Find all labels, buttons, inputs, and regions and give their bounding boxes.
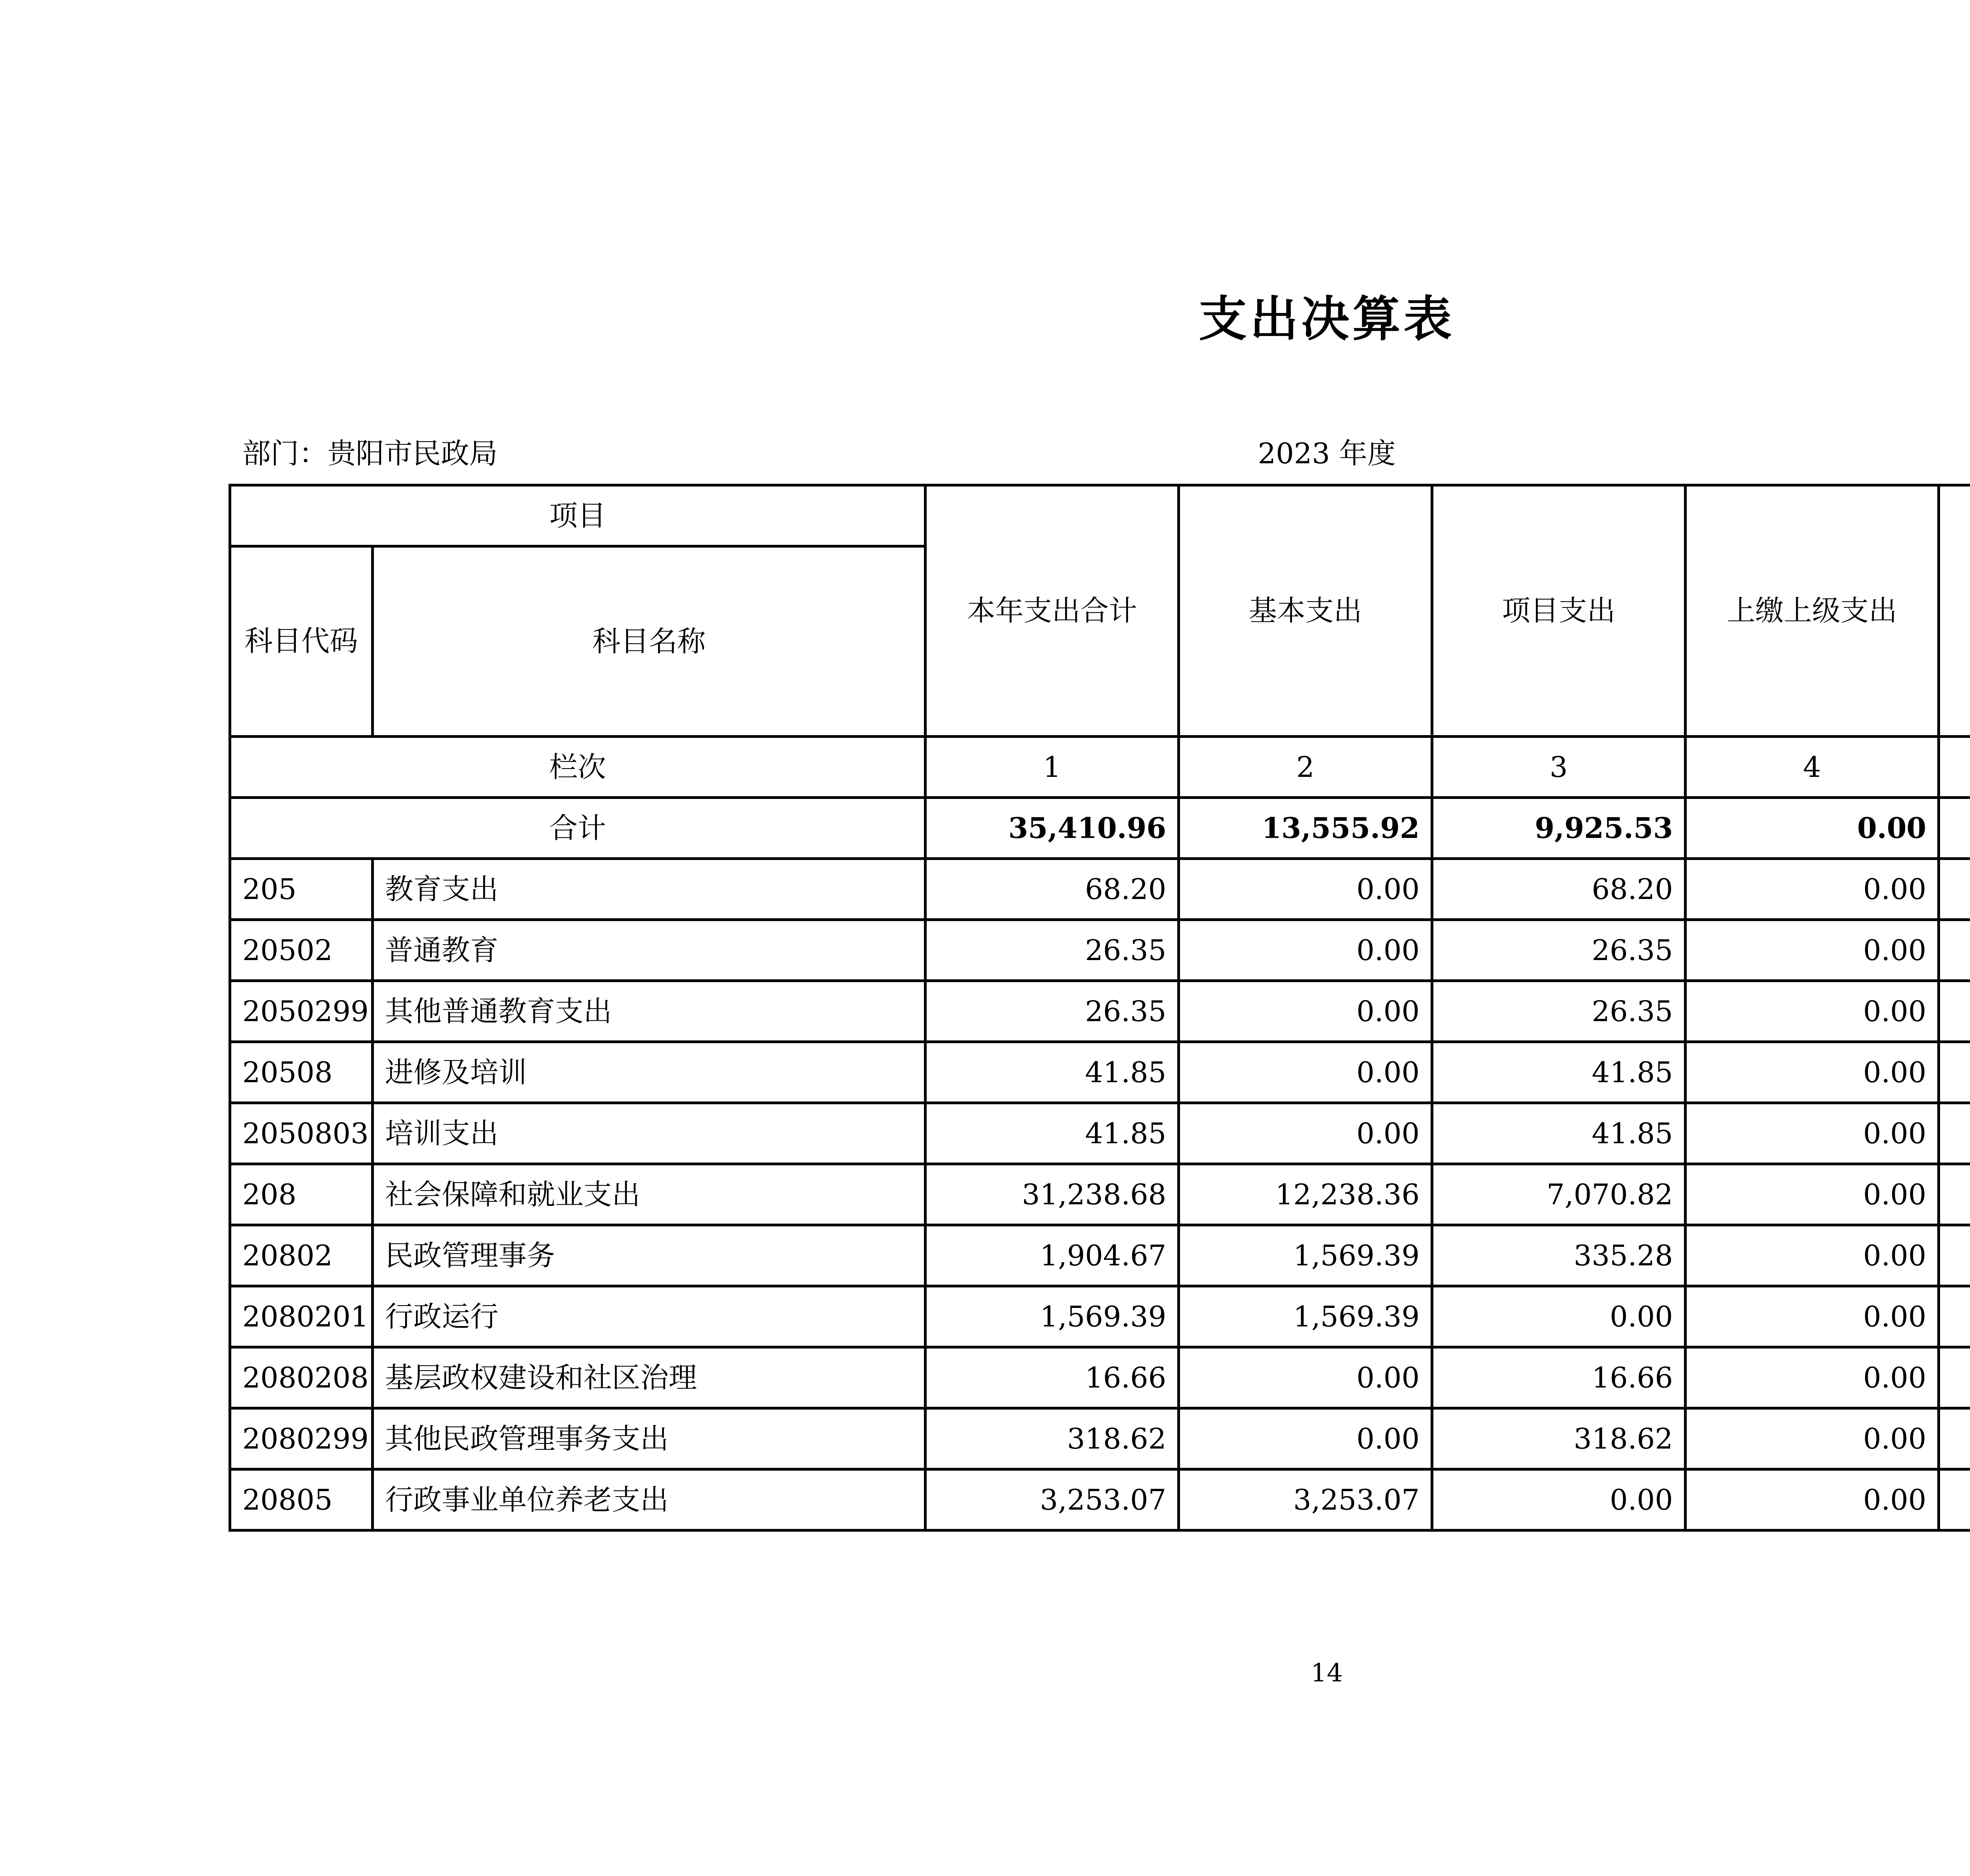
column-index-cell: 1 [926,737,1179,798]
expenditure-table [229,484,1970,1532]
amount-cell: 0.00 [1179,1103,1432,1164]
subject-name: 培训支出 [373,1103,926,1164]
amount-cell [1939,859,1970,920]
total-row [230,798,1970,859]
amount-cell [1939,1225,1970,1286]
subject-name: 其他普通教育支出 [373,981,926,1042]
total-cell: 9,925.53 [1432,798,1686,859]
header-col1: 本年支出合计 [926,485,1179,737]
amount-cell: 0.00 [1179,981,1432,1042]
amount-cell [1939,1408,1970,1469]
header-col4: 上缴上级支出 [1686,485,1939,737]
amount-cell [1939,1103,1970,1164]
header-col5 [1939,485,1970,737]
amount-cell: 26.35 [1432,981,1686,1042]
total-cell [1939,798,1970,859]
amount-cell: 0.00 [1686,1225,1939,1286]
amount-cell: 1,569.39 [1179,1225,1432,1286]
amount-cell: 0.00 [1686,981,1939,1042]
amount-cell: 0.00 [1432,1469,1686,1531]
column-index-cell: 4 [1686,737,1939,798]
amount-cell: 1,569.39 [1179,1286,1432,1347]
column-index-cell: 2 [1179,737,1432,798]
amount-cell: 26.35 [1432,920,1686,981]
amount-cell: 16.66 [1432,1347,1686,1408]
amount-cell: 0.00 [1179,920,1432,981]
amount-cell: 0.00 [1686,1408,1939,1469]
department-label: 部门：贵阳市民政局 [242,437,498,470]
table-row [230,1042,1970,1103]
amount-cell [1939,1042,1970,1103]
subject-code: 205 [230,859,373,920]
amount-cell: 68.20 [926,859,1179,920]
amount-cell: 0.00 [1686,1164,1939,1225]
amount-cell [1939,1347,1970,1408]
table-row [230,1347,1970,1408]
subject-code: 2050299 [230,981,373,1042]
amount-cell: 318.62 [1432,1408,1686,1469]
subject-name: 进修及培训 [373,1042,926,1103]
total-cell: 13,555.92 [1179,798,1432,859]
amount-cell [1939,1469,1970,1531]
amount-cell: 0.00 [1686,1469,1939,1531]
subject-code: 208 [230,1164,373,1225]
subject-code: 2080299 [230,1408,373,1469]
subject-name: 民政管理事务 [373,1225,926,1286]
total-cell: 35,410.96 [926,798,1179,859]
column-index-cell [1939,737,1970,798]
amount-cell: 0.00 [1179,859,1432,920]
subject-code: 2080201 [230,1286,373,1347]
amount-cell: 31,238.68 [926,1164,1179,1225]
amount-cell: 41.85 [926,1042,1179,1103]
header-col2: 基本支出 [1179,485,1432,737]
fiscal-year: 2023 年度 [1258,437,1396,470]
amount-cell: 318.62 [926,1408,1179,1469]
subject-name: 其他民政管理事务支出 [373,1408,926,1469]
amount-cell [1939,920,1970,981]
amount-cell [1939,981,1970,1042]
amount-cell: 41.85 [1432,1042,1686,1103]
table-row [230,1469,1970,1531]
column-index-cell: 3 [1432,737,1686,798]
amount-cell: 335.28 [1432,1225,1686,1286]
amount-cell: 0.00 [1179,1042,1432,1103]
table-row [230,1164,1970,1225]
amount-cell: 0.00 [1179,1347,1432,1408]
amount-cell: 26.35 [926,981,1179,1042]
page-title: 支出决算表 [1199,290,1455,347]
amount-cell: 0.00 [1179,1408,1432,1469]
header-code: 科目代码 [230,546,373,737]
subject-code: 20502 [230,920,373,981]
amount-cell: 0.00 [1686,1347,1939,1408]
amount-cell: 12,238.36 [1179,1164,1432,1225]
subject-name: 基层政权建设和社区治理 [373,1347,926,1408]
header-name: 科目名称 [373,546,926,737]
table-row [230,981,1970,1042]
column-index-label: 栏次 [230,737,926,798]
amount-cell: 0.00 [1686,1286,1939,1347]
amount-cell: 1,904.67 [926,1225,1179,1286]
subject-name: 普通教育 [373,920,926,981]
table-row [230,1286,1970,1347]
amount-cell: 16.66 [926,1347,1179,1408]
amount-cell: 68.20 [1432,859,1686,920]
page-number: 14 [1310,1659,1343,1688]
amount-cell: 1,569.39 [926,1286,1179,1347]
amount-cell: 41.85 [926,1103,1179,1164]
amount-cell: 0.00 [1686,1103,1939,1164]
amount-cell: 3,253.07 [1179,1469,1432,1531]
amount-cell: 0.00 [1432,1286,1686,1347]
subject-name: 行政事业单位养老支出 [373,1469,926,1531]
subject-code: 20802 [230,1225,373,1286]
amount-cell: 41.85 [1432,1103,1686,1164]
amount-cell: 3,253.07 [926,1469,1179,1531]
amount-cell: 0.00 [1686,859,1939,920]
table-row [230,1408,1970,1469]
subject-name: 行政运行 [373,1286,926,1347]
subject-name: 社会保障和就业支出 [373,1164,926,1225]
subject-code: 2080208 [230,1347,373,1408]
table-row [230,1103,1970,1164]
total-cell: 0.00 [1686,798,1939,859]
amount-cell [1939,1286,1970,1347]
amount-cell: 26.35 [926,920,1179,981]
amount-cell: 0.00 [1686,920,1939,981]
subject-name: 教育支出 [373,859,926,920]
total-label: 合计 [230,798,926,859]
subject-code: 20508 [230,1042,373,1103]
amount-cell: 0.00 [1686,1042,1939,1103]
header-item: 项目 [230,485,926,546]
amount-cell [1939,1164,1970,1225]
table-row [230,1225,1970,1286]
amount-cell: 7,070.82 [1432,1164,1686,1225]
subject-code: 20805 [230,1469,373,1531]
header-col3: 项目支出 [1432,485,1686,737]
subject-code: 2050803 [230,1103,373,1164]
table-row [230,920,1970,981]
table-row [230,859,1970,920]
